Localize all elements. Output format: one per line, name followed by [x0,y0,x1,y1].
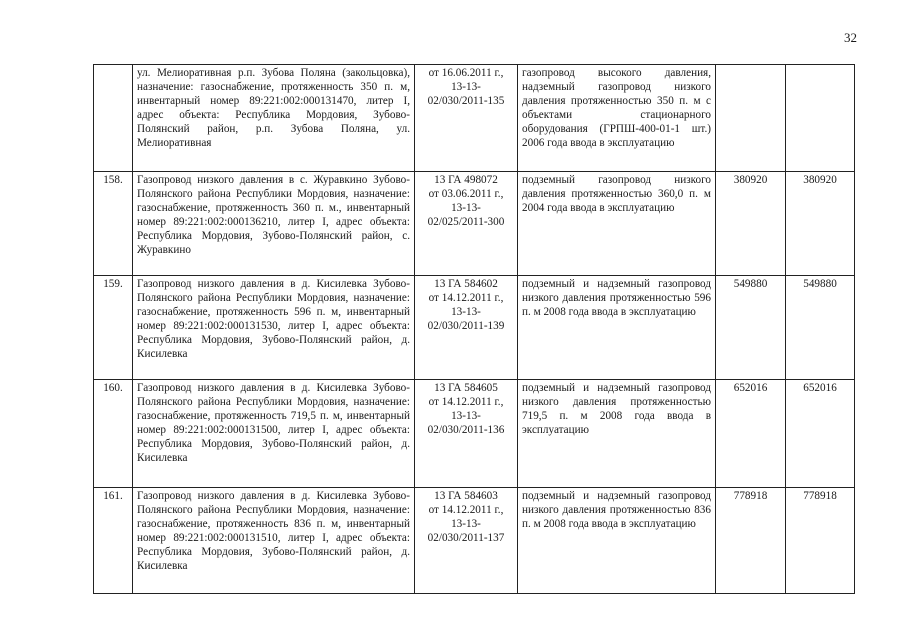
row-number: 159. [94,276,133,380]
registration-line: от 14.12.2011 г., [428,504,504,516]
table-row [94,65,855,172]
row-number: 161. [94,488,133,594]
registration-line: от 14.12.2011 г., [428,396,504,408]
value-cell-1: 380920 [716,172,786,276]
registration-line: 02/030/2011-135 [427,95,505,107]
object-description: Газопровод низкого давления в д. Кисилевка Зубово-Полянского района Республики Мордовия, назначение: газоснабжение, протяженность 596 п. м, инвентарный номер 89:221:002:000131530, литер I, адрес объекта: Республика Мордовия, Зубово-Полянский район, д. Кисилевка [133,276,415,380]
registration-line: 13-13- [451,202,481,214]
row-number [94,65,133,172]
object-characteristics: газопровод высокого давления, надземный газопровод низкого давления протяженностью 350 п. м с объектами стационарного оборудования (ГРПШ-400-01-1 шт.) 2006 года ввода в эксплуатацию [518,65,716,172]
registration-line: 13 ГА 584602 [434,278,498,290]
registration-line: от 03.06.2011 г., [428,188,504,200]
registration-info [415,172,518,276]
object-description: Газопровод низкого давления в д. Кисилевка Зубово-Полянского района Республики Мордовия, назначение: газоснабжение, протяженность 719,5 п. м, инвентарный номер 89:221:002:000131500, литер I, адрес объекта: Республика Мордовия, Зубово-Полянский район, д. Кисилевка [133,380,415,488]
registration-line: 02/030/2011-137 [427,532,505,544]
registration-line: 02/030/2011-136 [427,424,505,436]
value-cell-2: 652016 [786,380,855,488]
registration-line: 02/025/2011-300 [427,216,505,228]
page-number: 32 [844,30,857,45]
value-cell-2: 549880 [786,276,855,380]
table-row [94,488,855,594]
object-characteristics: подземный и надземный газопровод низкого давления протяженностью 596 п. м 2008 года ввода в эксплуатацию [518,276,716,380]
registration-info [415,65,518,172]
registration-info [415,276,518,380]
value-cell-2: 380920 [786,172,855,276]
registration-line: от 16.06.2011 г., [428,67,504,79]
table-row [94,172,855,276]
value-cell-2: 778918 [786,488,855,594]
value-cell-1: 652016 [716,380,786,488]
object-description: ул. Мелиоративная р.п. Зубова Поляна (закольцовка), назначение: газоснабжение, протяженность 350 п. м, инвентарный номер 89:221:002:000131470, литер I, адрес объекта: Республика Мордовия, Зубово-Полянский район, р.п. Зубова Поляна, ул. Мелиоративная [133,65,415,172]
object-characteristics: подземный и надземный газопровод низкого давления протяженностью 719,5 п. м 2008 года ввода в эксплуатацию [518,380,716,488]
registration-info [415,380,518,488]
object-characteristics: подземный газопровод низкого давления протяженностью 360,0 п. м 2004 года ввода в эксплуатацию [518,172,716,276]
value-cell-2 [786,65,855,172]
registration-line: 02/030/2011-139 [427,320,505,332]
object-description: Газопровод низкого давления в с. Журавкино Зубово-Полянского района Республики Мордовия, назначение: газоснабжение, протяженность 360 п. м., инвентарный номер 89:221:002:000136210, литер I, адрес объекта: Республика Мордовия, Зубово-Полянский район, с. Журавкино [133,172,415,276]
value-cell-1: 549880 [716,276,786,380]
object-description: Газопровод низкого давления в д. Кисилевка Зубово-Полянского района Республики Мордовия, назначение: газоснабжение, протяженность 836 п. м, инвентарный номер 89:221:002:000131510, литер I, адрес объекта: Республика Мордовия, Зубово-Полянский район, д. Кисилевка [133,488,415,594]
value-cell-1 [716,65,786,172]
row-number: 158. [94,172,133,276]
value-cell-1: 778918 [716,488,786,594]
table-row [94,276,855,380]
registration-line: 13 ГА 584605 [434,382,498,394]
table-row [94,380,855,488]
object-characteristics: подземный и надземный газопровод низкого давления протяженностью 836 п. м 2008 года ввода в эксплуатацию [518,488,716,594]
registration-line: 13 ГА 584603 [434,490,498,502]
registration-line: от 14.12.2011 г., [428,292,504,304]
registration-line: 13 ГА 498072 [434,174,498,186]
property-registry-table [93,64,855,594]
registration-line: 13-13- [451,81,481,93]
registration-info [415,488,518,594]
registration-line: 13-13- [451,306,481,318]
registration-line: 13-13- [451,518,481,530]
row-number: 160. [94,380,133,488]
registration-line: 13-13- [451,410,481,422]
